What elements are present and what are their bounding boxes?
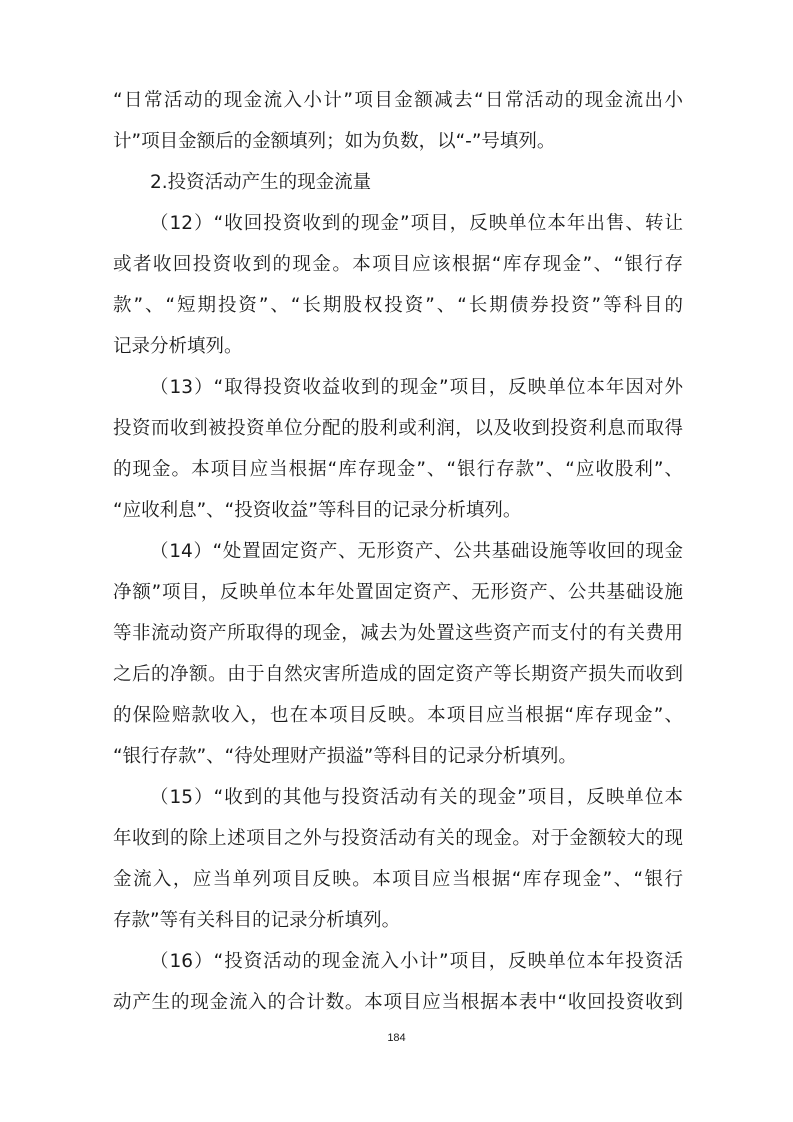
text-line: 款”、“短期投资”、“长期股权投资”、“长期债券投资”等科目的: [113, 295, 683, 316]
text-line: 存款”等有关科目的记录分析填列。: [113, 910, 401, 931]
text-line: 年收到的除上述项目之外与投资活动有关的现金。对于金额较大的现: [113, 828, 683, 849]
text-line: “应收利息”、“投资收益”等科目的记录分析填列。: [113, 500, 522, 521]
text-line: （15）“收到的其他与投资活动有关的现金”项目，反映单位本: [150, 787, 683, 808]
text-line: 等非流动资产所取得的现金，减去为处置这些资产而支付的有关费用: [113, 623, 683, 644]
text-line: 计”项目金额后的金额填列；如为负数，以“-”号填列。: [113, 131, 556, 152]
page-number: 184: [387, 1032, 406, 1044]
text-line: 之后的净额。由于自然灾害所造成的固定资产等长期资产损失而收到: [113, 664, 683, 685]
text-line: 的现金。本项目应当根据“库存现金”、“银行存款”、“应收股利”、: [113, 459, 683, 480]
text-line: 净额”项目，反映单位本年处置固定资产、无形资产、公共基础设施: [113, 582, 683, 603]
text-line: （14）“处置固定资产、无形资产、公共基础设施等收回的现金: [150, 541, 683, 562]
text-line: 或者收回投资收到的现金。本项目应该根据“库存现金”、“银行存: [113, 254, 683, 275]
text-line: （12）“收回投资收到的现金”项目，反映单位本年出售、转让: [150, 213, 683, 234]
text-line: （16）“投资活动的现金流入小计”项目，反映单位本年投资活: [150, 951, 683, 972]
text-line: （13）“取得投资收益收到的现金”项目，反映单位本年因对外: [150, 377, 683, 398]
text-line: 投资而收到被投资单位分配的股利或利润，以及收到投资利息而取得: [113, 418, 683, 439]
text-line: 记录分析填列。: [113, 336, 243, 357]
text-line: 动产生的现金流入的合计数。本项目应当根据本表中“收回投资收到: [113, 992, 683, 1013]
text-line: 金流入，应当单列项目反映。本项目应当根据“库存现金”、“银行: [113, 869, 683, 890]
section-heading: 2.投资活动产生的现金流量: [150, 172, 372, 193]
text-line: “银行存款”、“待处理财产损溢”等科目的记录分析填列。: [113, 746, 577, 767]
text-line: 的保险赔款收入，也在本项目反映。本项目应当根据“库存现金”、: [113, 705, 683, 726]
text-line: “日常活动的现金流入小计”项目金额减去“日常活动的现金流出小: [113, 90, 683, 111]
